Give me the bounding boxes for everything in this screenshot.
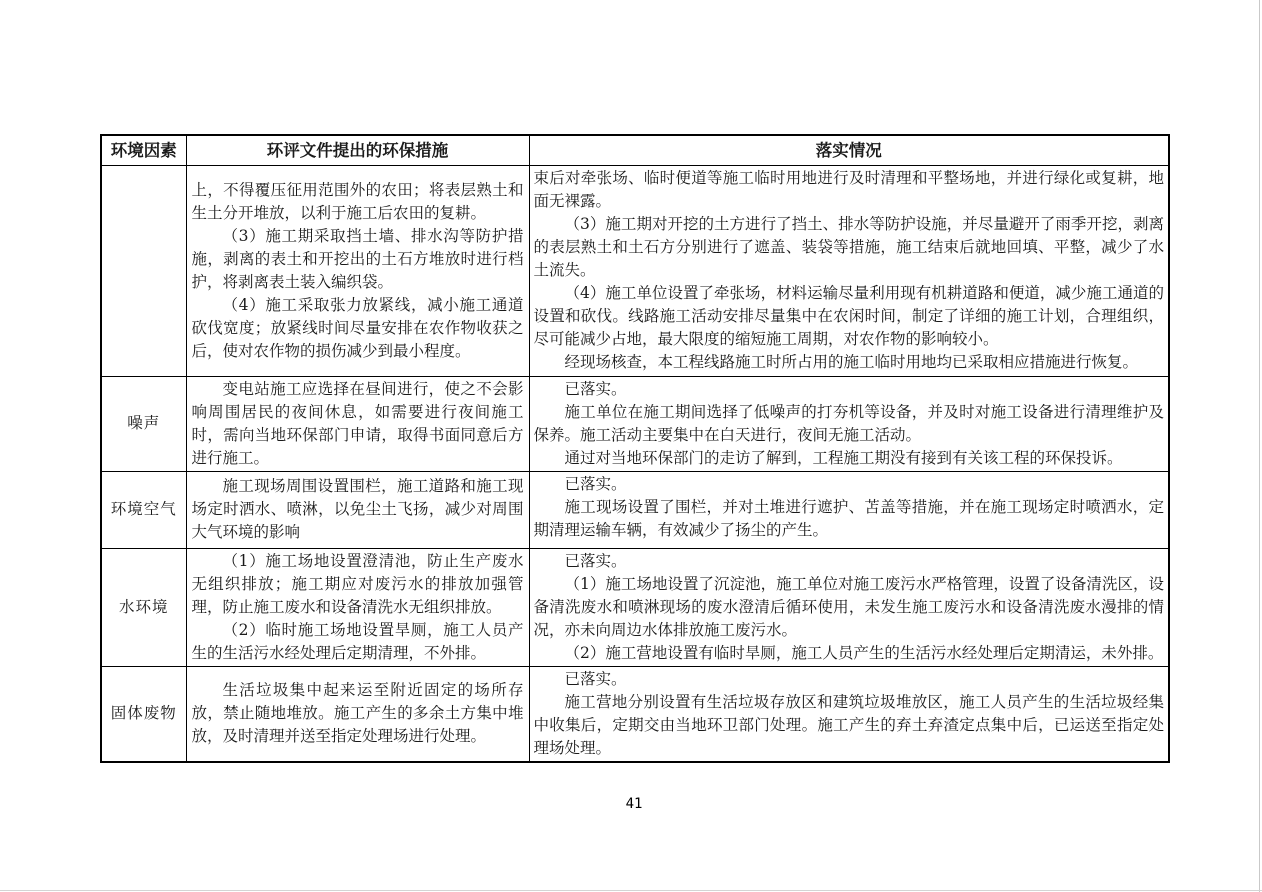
paragraph: 已落实。 [564, 379, 627, 398]
measures-cell [186, 471, 529, 548]
factor-cell: 水环境 [101, 548, 186, 666]
table-row-continuation [101, 165, 1169, 376]
paragraph: 生活垃圾集中起来运至附近固定的场所存放，禁止随地堆放。施工产生的多余土方集中堆放，及时清理并送至指定处理场进行处理。 [191, 681, 524, 745]
paragraph: （4）施工采取张力放紧线，减小施工通道砍伐宽度；放紧线时间尽量安排在农作物收获之后，使对农作物的损伤减少到最小程度。 [191, 295, 524, 360]
paragraph: （2）临时施工场地设置旱厕，施工人员产生的生活污水经处理后定期清理，不外排。 [191, 620, 524, 662]
factor-cell: 环境空气 [101, 471, 186, 548]
paragraph: （3）施工期采取挡土墙、排水沟等防护措施，剥离的表土和开挖出的土石方堆放时进行档护，将剥离表土装入编织袋。 [191, 226, 524, 291]
paragraph: （1）施工场地设置澄清池，防止生产废水无组织排放；施工期应对废污水的排放加强管理，防止施工废水和设备清洗水无组织排放。 [191, 551, 524, 616]
measures-cell [186, 666, 529, 762]
paragraph: 施工现场设置了围栏，并对土堆进行遮护、苫盖等措施，并在施工现场定时喷洒水，定期清理运输车辆，有效减少了扬尘的产生。 [533, 497, 1164, 539]
paragraph: 经现场核查，本工程线路施工时所占用的施工临时用地均已采取相应措施进行恢复。 [564, 352, 1139, 371]
paragraph: 施工现场周围设置围栏，施工道路和施工现场定时洒水、喷淋，以免尘土飞扬，减少对周围大气环境的影响 [191, 477, 524, 541]
table-row-solid-waste [101, 666, 1169, 762]
paragraph: （3）施工期对开挖的土方进行了挡土、排水等防护设施，并尽量避开了雨季开挖，剥离的表层熟土和土石方分别进行了遮盖、装袋等措施，施工结束后就地回填、平整，减少了水土流失。 [533, 214, 1164, 279]
table-row-noise [101, 376, 1169, 471]
header-env-factor: 环境因素 [101, 135, 186, 165]
paragraph: 变电站施工应选择在昼间进行，使之不会影响周围居民的夜间休息，如需要进行夜间施工时，需向当地环保部门申请，取得书面同意后方进行施工。 [191, 379, 524, 467]
implementation-cell [529, 376, 1169, 471]
table-row-ambient-air [101, 471, 1169, 548]
implementation-cell [529, 666, 1169, 762]
header-eia-measures: 环评文件提出的环保措施 [186, 135, 529, 165]
measures-cell [186, 548, 529, 666]
scan-edge [1259, 0, 1260, 892]
table-header-row [101, 135, 1169, 165]
header-implementation-status: 落实情况 [529, 135, 1169, 165]
paragraph: 已落实。 [564, 474, 627, 493]
paragraph: 已落实。 [564, 669, 627, 688]
implementation-cell [529, 165, 1169, 376]
paragraph: 施工营地分别设置有生活垃圾存放区和建筑垃圾堆放区，施工人员产生的生活垃圾经集中收集后，定期交由当地环卫部门处理。施工产生的弃土弃渣定点集中后，已运送至指定处理场处理。 [533, 692, 1164, 757]
page-number: 41 [625, 796, 643, 812]
measures-cell [186, 165, 529, 376]
factor-cell: 固体废物 [101, 666, 186, 762]
paragraph: 束后对牵张场、临时便道等施工临时用地进行及时清理和平整场地，并进行绿化或复耕，地面无裸露。 [533, 168, 1164, 210]
paragraph: 通过对当地环保部门的走访了解到，工程施工期没有接到有关该工程的环保投诉。 [564, 448, 1123, 467]
table-row-water-environment [101, 548, 1169, 666]
implementation-cell [529, 471, 1169, 548]
paragraph: 上，不得覆压征用范围外的农田；将表层熟土和生土分开堆放，以利于施工后农田的复耕。 [191, 180, 524, 222]
paragraph: （4）施工单位设置了牵张场，材料运输尽量利用现有机耕道路和便道，减少施工通道的设置和砍伐。线路施工活动安排尽量集中在农闲时间，制定了详细的施工计划，合理组织，尽可能减少占地，最大限度的缩短施工周期，对农作物的影响较小。 [533, 283, 1164, 348]
paragraph: （2）施工营地设置有临时旱厕，施工人员产生的生活污水经处理后定期清运，未外排。 [564, 643, 1164, 662]
factor-cell: 噪声 [101, 376, 186, 471]
measures-cell [186, 376, 529, 471]
paragraph: （1）施工场地设置了沉淀池，施工单位对施工废污水严格管理，设置了设备清洗区，设备清洗废水和喷淋现场的废水澄清后循环使用，未发生施工废污水和设备清洗废水漫排的情况，亦未向周边水体排放施工废污水。 [533, 574, 1164, 639]
paragraph: 施工单位在施工期间选择了低噪声的打夯机等设备，并及时对施工设备进行清理维护及保养。施工活动主要集中在白天进行，夜间无施工活动。 [533, 402, 1164, 444]
factor-cell [101, 165, 186, 376]
scan-edge [0, 890, 1262, 891]
implementation-cell [529, 548, 1169, 666]
paragraph: 已落实。 [564, 551, 627, 570]
env-measures-table [100, 134, 1170, 763]
